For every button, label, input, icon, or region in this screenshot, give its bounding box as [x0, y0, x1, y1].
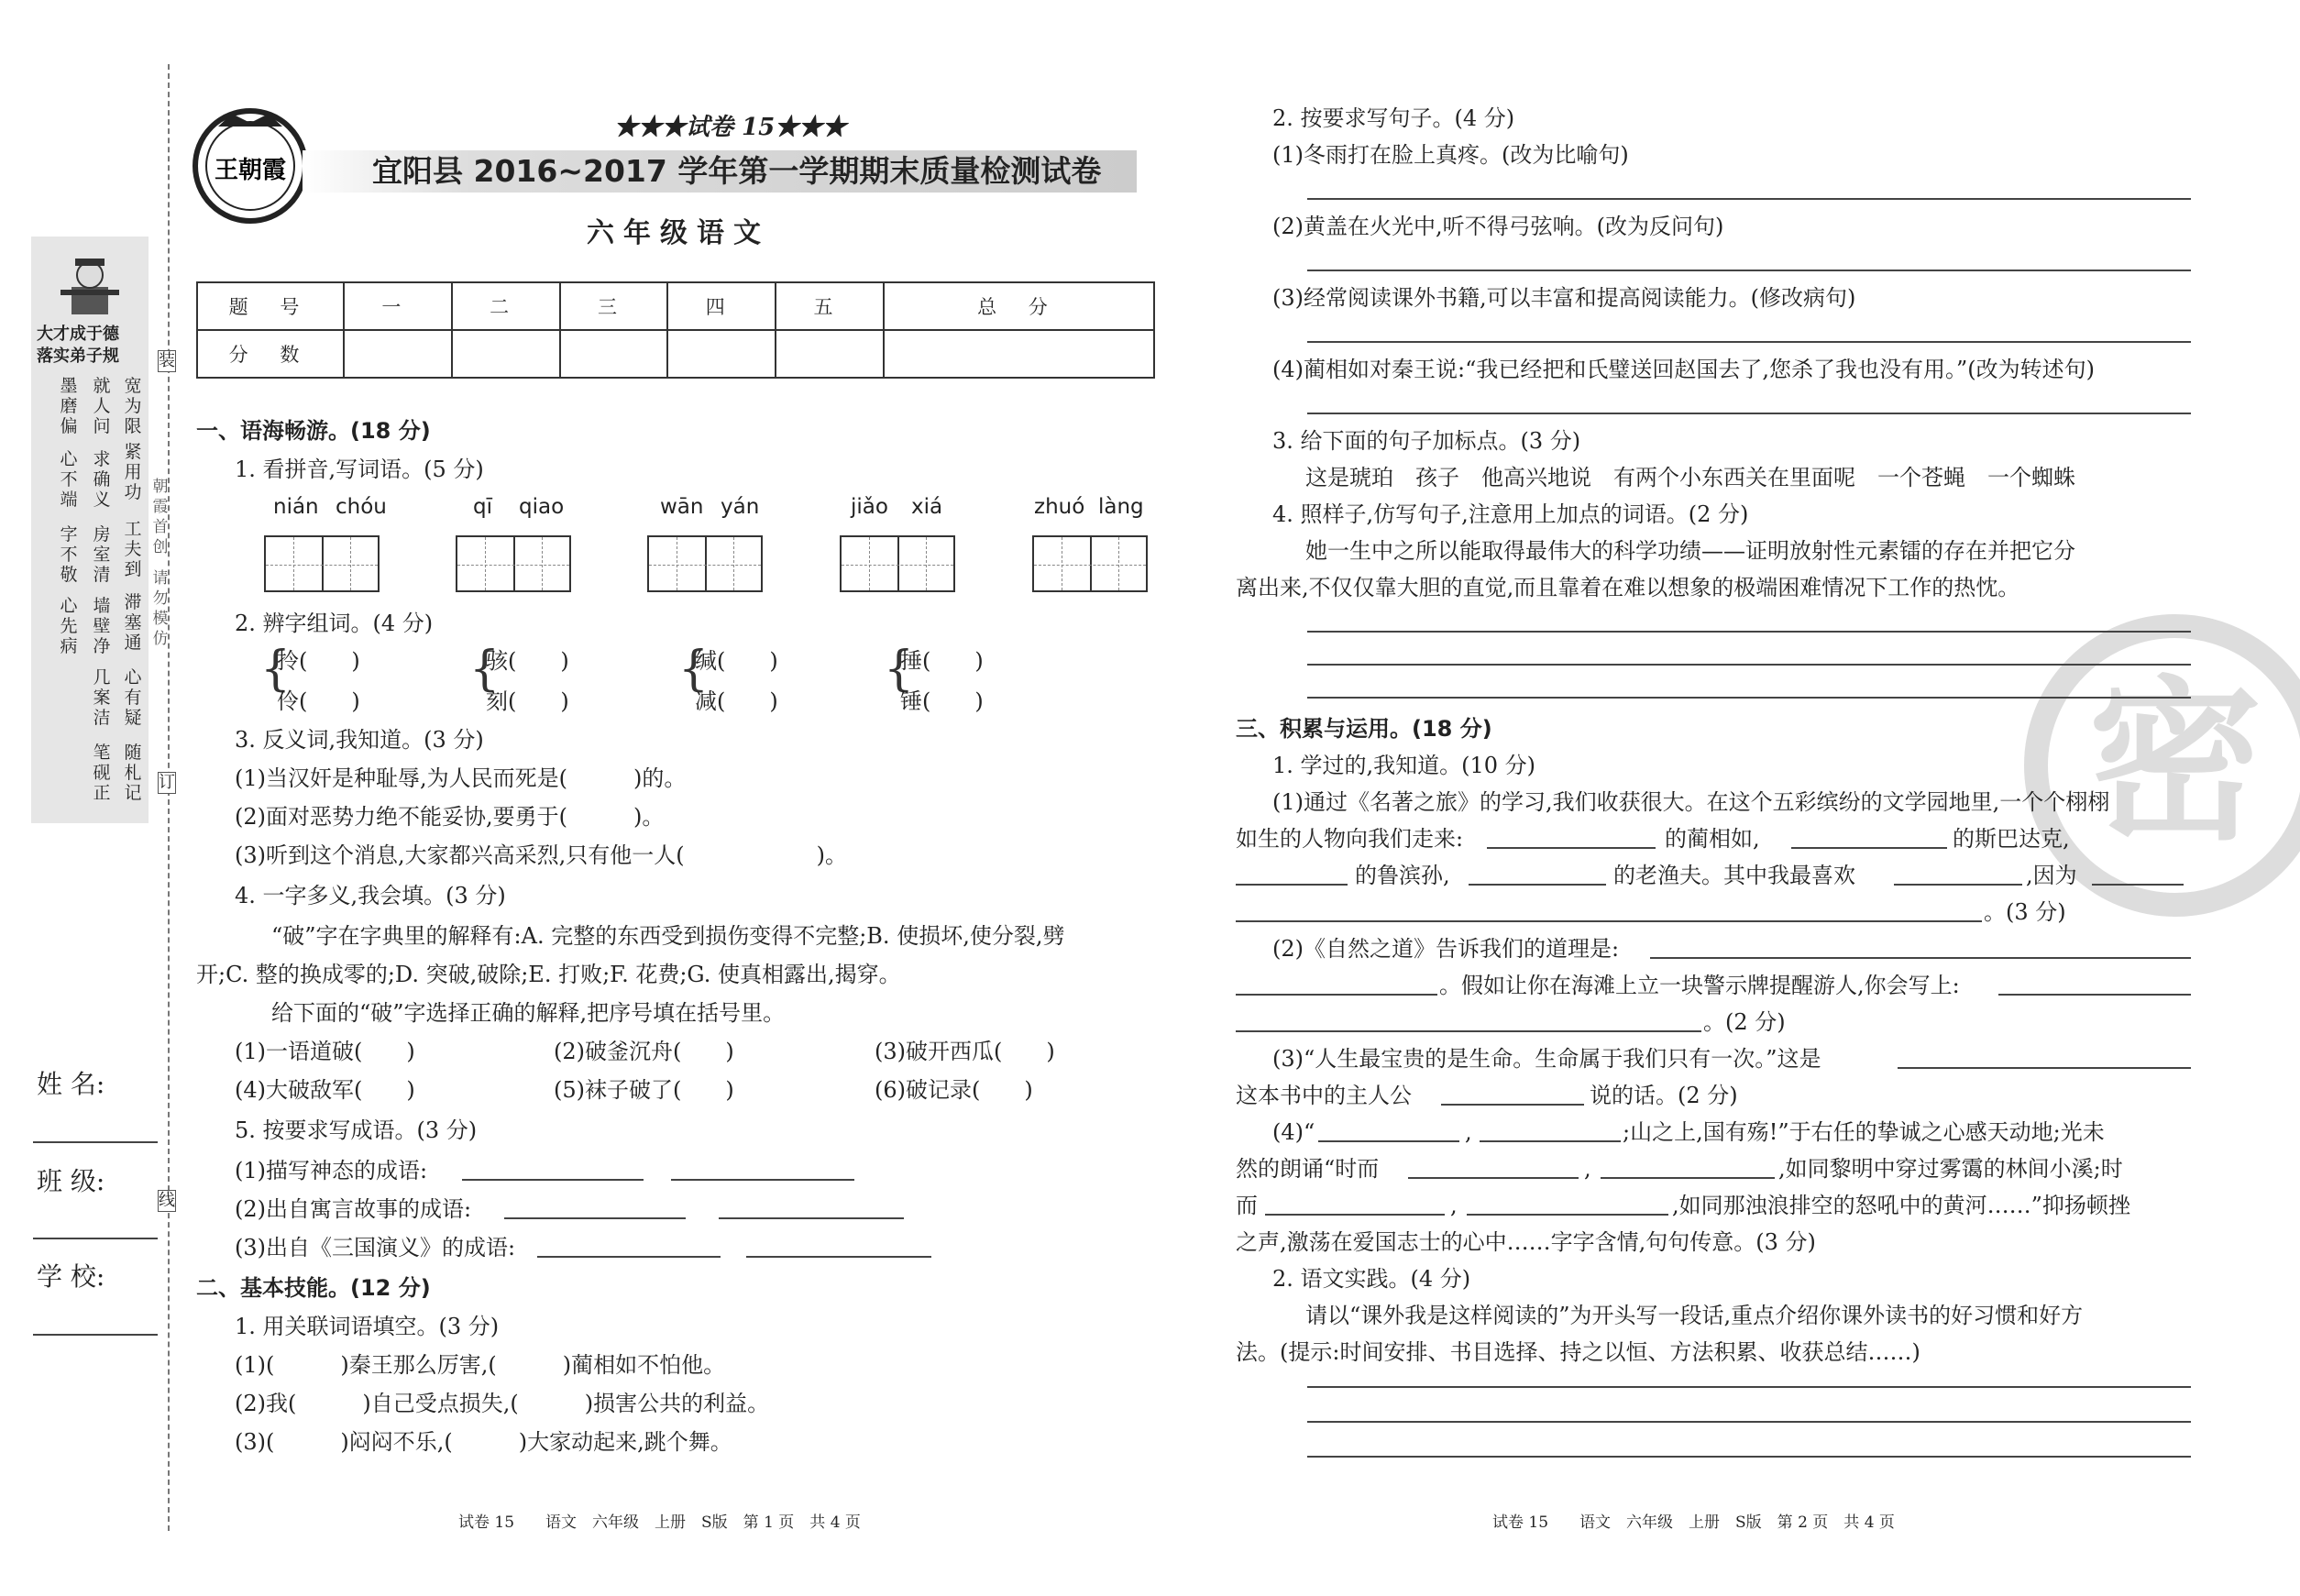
section-1-title: 一、语海畅游。(18 分): [196, 418, 431, 444]
pinyin: nián: [273, 495, 319, 519]
brace: {: [469, 642, 501, 697]
brace: {: [260, 642, 292, 697]
paragraph: 如生的人物向我们走来:: [1236, 826, 1464, 852]
choice-item: (4)大破敌军( ): [235, 1077, 415, 1103]
question: 3. 反义词,我知道。(3 分): [235, 727, 484, 753]
score-col-header: 一: [344, 282, 452, 330]
brand-logo: [191, 106, 310, 226]
answer-line[interactable]: [746, 1256, 931, 1258]
paragraph: ,因为: [2026, 863, 2077, 888]
answer-line[interactable]: [671, 1179, 854, 1181]
answer-line[interactable]: [1236, 884, 1348, 886]
exam-subject: 六年级语文: [587, 217, 770, 249]
paragraph: 请以“课外我是这样阅读的”为开头写一段话,重点介绍你课外读书的好习惯和好方: [1305, 1303, 2084, 1328]
answer-line[interactable]: [2092, 884, 2184, 886]
pinyin: qiao: [519, 495, 565, 519]
paragraph: (4)“: [1272, 1119, 1315, 1145]
paragraph: 。假如让你在海滩上立一块警示牌提醒游人,你会写上:: [1439, 973, 1960, 998]
motto-line-1: 大才成于德: [37, 325, 119, 344]
score-row-label: 分 数: [197, 330, 344, 378]
side-note-2: 请勿模仿: [152, 569, 169, 648]
motto-col: 就人问: [93, 376, 111, 436]
school-field[interactable]: [33, 1334, 158, 1336]
answer-line[interactable]: [1236, 1030, 1701, 1032]
question: 4. 一字多义,我会填。(3 分): [235, 883, 506, 908]
answer-line[interactable]: [1307, 697, 2191, 699]
pinyin: wān: [660, 495, 704, 519]
motto-col: 字不敬: [60, 524, 78, 585]
answer-line[interactable]: [1650, 957, 2191, 959]
choice-item: (2)破釜沉舟( ): [554, 1039, 734, 1064]
exam-number: ★★★试卷 15★★★: [614, 114, 847, 141]
paragraph: 离出来,不仅仅靠大胆的直觉,而且靠着在难以想象的极端困难情况下工作的热忱。: [1236, 575, 2020, 600]
score-col-header: 题 号: [197, 282, 344, 330]
score-col-header: 五: [776, 282, 884, 330]
name-field[interactable]: [33, 1141, 158, 1143]
pinyin: chóu: [336, 495, 387, 519]
sidebar-motto-panel: [31, 237, 149, 823]
side-note-1: 朝霞首创: [152, 478, 169, 556]
bind-mark: 订: [159, 773, 175, 792]
paragraph: 这本书中的主人公: [1236, 1083, 1412, 1108]
answer-line[interactable]: [462, 1179, 644, 1181]
svg-text:王朝霞: 王朝霞: [214, 157, 287, 184]
paragraph: (1)通过《名著之旅》的学习,我们收获很大。在这个五彩缤纷的文学园地里,一个个栩栩: [1272, 789, 2110, 815]
section-3-title: 三、积累与运用。(18 分): [1236, 716, 1492, 742]
motto-col: 笔砚正: [93, 743, 111, 803]
page-footer: 试卷 15 语文 六年级 上册 S版 第 2 页 共 4 页: [1492, 1513, 1895, 1532]
question: 5. 按要求写成语。(3 分): [235, 1117, 478, 1143]
question: 1. 用关联词语填空。(3 分): [235, 1314, 500, 1339]
answer-line[interactable]: [1307, 631, 2191, 633]
sub-question: (1)当汉奸是种耻辱,为人民而死是( )的。: [235, 765, 687, 791]
pinyin: yán: [721, 495, 760, 519]
writing-grid[interactable]: [647, 535, 763, 592]
question: 2. 辨字组词。(4 分): [235, 611, 434, 636]
paragraph: ;山之上,国有殇!”于右任的挚诚之心感天动地;光未: [1623, 1119, 2105, 1145]
answer-line[interactable]: [1791, 847, 1947, 849]
choice-item: (5)袜子破了( ): [554, 1077, 734, 1103]
paragraph: 给下面的“破”字选择正确的解释,把序号填在括号里。: [271, 1000, 786, 1026]
class-field[interactable]: [33, 1238, 158, 1239]
brace: {: [678, 642, 710, 697]
answer-line[interactable]: [1236, 920, 1982, 922]
brace: {: [884, 642, 915, 697]
choice-item: (6)破记录( ): [875, 1077, 1033, 1103]
score-cell[interactable]: [667, 330, 776, 378]
pinyin: làng: [1098, 495, 1144, 519]
sub-question: (3)听到这个消息,大家都兴高采烈,只有他一人( )。: [235, 842, 847, 868]
motto-col: 求确义: [93, 449, 111, 510]
paragraph: 的老渔夫。其中我最喜欢: [1613, 863, 1855, 888]
sub-question: (2)黄盖在火光中,听不得弓弦响。(改为反问句): [1272, 214, 1724, 239]
paragraph: ,如同那浊浪排空的怒吼中的黄河……”抑扬顿挫: [1672, 1193, 2130, 1218]
score-table: [196, 281, 1155, 379]
motto-col: 紧用功: [124, 442, 142, 502]
scholar-figure-icon: [53, 246, 127, 319]
sub-question: (2)面对恶势力绝不能妥协,要勇于( )。: [235, 804, 665, 830]
word-pair: 缄( ): [695, 648, 778, 674]
answer-line[interactable]: [1469, 884, 1606, 886]
writing-grid[interactable]: [456, 535, 571, 592]
motto-col: 宽为限: [124, 376, 142, 436]
motto-col: 墨磨偏: [60, 376, 78, 436]
paragraph: 的蔺相如,: [1665, 826, 1760, 852]
answer-line[interactable]: [1307, 413, 2191, 414]
sub-question: (3)出自《三国演义》的成语:: [235, 1235, 516, 1260]
word-pair: 锤( ): [900, 688, 984, 714]
question: 3. 给下面的句子加标点。(3 分): [1272, 428, 1581, 454]
score-table-header: [197, 282, 1154, 330]
word-pair: 捶( ): [900, 648, 984, 674]
paragraph: 。(2 分): [1703, 1009, 1786, 1035]
confidential-stamp: 密: [2024, 614, 2300, 917]
answer-line[interactable]: [537, 1256, 721, 1258]
answer-line[interactable]: [1467, 1214, 1668, 1216]
paragraph: 的斯巴达克,: [1953, 826, 2070, 852]
motto-col: 墙壁净: [93, 596, 111, 656]
answer-line[interactable]: [1898, 1067, 2191, 1069]
paragraph: ,如同黎明中穿过雾霭的林间小溪;时: [1778, 1156, 2123, 1182]
pinyin: xiá: [911, 495, 943, 519]
bind-mark: 装: [159, 351, 175, 370]
choice-item: (3)破开西瓜( ): [875, 1039, 1055, 1064]
answer-line[interactable]: [1441, 1104, 1584, 1106]
answer-line[interactable]: [1307, 341, 2191, 343]
writing-grid[interactable]: [1032, 535, 1148, 592]
writing-grid[interactable]: [840, 535, 955, 592]
pinyin: zhuó: [1034, 495, 1085, 519]
paragraph: ,: [1465, 1119, 1472, 1145]
sub-question: (3)经常阅读课外书籍,可以丰富和提高阅读能力。(修改病句): [1272, 285, 1856, 311]
page-footer: 试卷 15 语文 六年级 上册 S版 第 1 页 共 4 页: [458, 1513, 861, 1532]
motto-col: 心先病: [60, 596, 78, 656]
paragraph: 的鲁滨孙,: [1355, 863, 1450, 888]
word-pair: 拎( ): [277, 648, 360, 674]
choice-item: (1)一语道破( ): [235, 1039, 415, 1064]
score-col-header: 三: [560, 282, 668, 330]
word-pair: 减( ): [695, 688, 778, 714]
answer-line[interactable]: [1307, 270, 2191, 271]
question: 1. 学过的,我知道。(10 分): [1272, 753, 1536, 778]
bind-mark: 线: [159, 1191, 175, 1210]
question: 1. 看拼音,写词语。(5 分): [235, 457, 484, 482]
motto-col: 几案洁: [93, 667, 111, 728]
score-cell[interactable]: [884, 330, 1154, 378]
paragraph: 而: [1236, 1193, 1258, 1218]
paragraph: 之声,激荡在爱国志士的心中……字字含情,句句传意。(3 分): [1236, 1229, 1816, 1255]
sub-question: (1)( )秦王那么厉害,( )蔺相如不怕他。: [235, 1352, 726, 1378]
answer-line[interactable]: [1307, 664, 2191, 666]
motto-col: 随札记: [124, 743, 142, 803]
paragraph: “破”字在字典里的解释有:A. 完整的东西受到损伤变得不完整;B. 使损坏,使分裂,劈: [271, 923, 1065, 949]
paragraph: (3)“人生最宝贵的是生命。生命属于我们只有一次。”这是: [1272, 1046, 1821, 1072]
answer-line[interactable]: [1307, 198, 2191, 200]
score-cell[interactable]: [560, 330, 668, 378]
answer-line[interactable]: [1265, 1214, 1445, 1216]
paragraph: 说的话。(2 分): [1590, 1083, 1738, 1108]
answer-line[interactable]: [1480, 1140, 1621, 1142]
section-2-title: 二、基本技能。(12 分): [196, 1275, 431, 1301]
binding-line: [168, 64, 170, 1531]
sub-question: (1)描写神态的成语:: [235, 1158, 428, 1183]
answer-line[interactable]: [1236, 994, 1437, 996]
motto-line-2: 落实弟子规: [37, 347, 119, 366]
answer-line[interactable]: [1601, 1177, 1775, 1179]
pinyin: jiǎo: [851, 495, 888, 519]
sub-question: (4)蔺相如对秦王说:“我已经把和氏璧送回赵国去了,您杀了我也没有用。”(改为转述句): [1272, 357, 2095, 382]
question: 4. 照样子,仿写句子,注意用上加点的词语。(2 分): [1272, 501, 1749, 527]
sub-question: (2)出自寓言故事的成语:: [235, 1196, 472, 1222]
paragraph: 这是琥珀 孩子 他高兴地说 有两个小东西关在里面呢 一个苍蝇 一个蜘蛛: [1305, 465, 2075, 490]
motto-col: 滞塞通: [124, 592, 142, 653]
school-label: 学 校:: [37, 1261, 105, 1292]
score-cell[interactable]: [452, 330, 560, 378]
answer-line[interactable]: [1307, 1456, 2191, 1458]
score-cell[interactable]: [776, 330, 884, 378]
answer-line[interactable]: [1998, 994, 2191, 996]
sub-question: (2)我( )自己受点损失,( )损害公共的利益。: [235, 1391, 770, 1416]
name-label: 姓 名:: [37, 1069, 105, 1099]
answer-line[interactable]: [1894, 884, 2022, 886]
motto-col: 心有疑: [124, 667, 142, 728]
paragraph: 。(3 分): [1984, 899, 2066, 925]
paragraph: 开;C. 整的换成零的;D. 突破,破除;E. 打败;F. 花费;G. 使真相露出,揭穿。: [196, 962, 901, 987]
score-col-header: 二: [452, 282, 560, 330]
word-pair: 骇( ): [486, 648, 569, 674]
sub-question: (1)冬雨打在脸上真疼。(改为比喻句): [1272, 142, 1629, 168]
paragraph: 她一生中之所以能取得最伟大的科学功绩——证明放射性元素镭的存在并把它分: [1305, 538, 2075, 564]
writing-grid[interactable]: [264, 535, 380, 592]
answer-line[interactable]: [1307, 1421, 2191, 1423]
score-cell[interactable]: [344, 330, 452, 378]
class-label: 班 级:: [37, 1166, 105, 1196]
question: 2. 语文实践。(4 分): [1272, 1266, 1471, 1292]
motto-col: 心不端: [60, 449, 78, 510]
paragraph: ,: [1450, 1193, 1458, 1218]
word-pair: 伶( ): [277, 688, 360, 714]
answer-line[interactable]: [1307, 1386, 2191, 1388]
exam-title: 宜阳县 2016~2017 学年第一学期期末质量检测试卷: [372, 153, 1102, 189]
answer-line[interactable]: [504, 1217, 686, 1219]
paragraph: (2)《自然之道》告诉我们的道理是:: [1272, 936, 1620, 962]
word-pair: 刻( ): [486, 688, 569, 714]
paragraph: ,: [1584, 1156, 1591, 1182]
answer-line[interactable]: [1318, 1140, 1459, 1142]
answer-line[interactable]: [1487, 847, 1656, 849]
paragraph: 然的朗诵“时而: [1236, 1156, 1380, 1182]
motto-col: 工夫到: [124, 519, 142, 579]
score-col-header: 四: [667, 282, 776, 330]
question: 2. 按要求写句子。(4 分): [1272, 105, 1515, 131]
score-table-row: [197, 330, 1154, 378]
answer-line[interactable]: [719, 1217, 904, 1219]
pinyin: qī: [473, 495, 492, 519]
score-col-header: 总 分: [884, 282, 1154, 330]
answer-line[interactable]: [1408, 1177, 1579, 1179]
motto-col: 房室清: [93, 524, 111, 585]
paragraph: 法。(提示:时间安排、书目选择、持之以恒、方法积累、收获总结……): [1236, 1339, 1920, 1365]
sub-question: (3)( )闷闷不乐,( )大家动起来,跳个舞。: [235, 1429, 732, 1455]
